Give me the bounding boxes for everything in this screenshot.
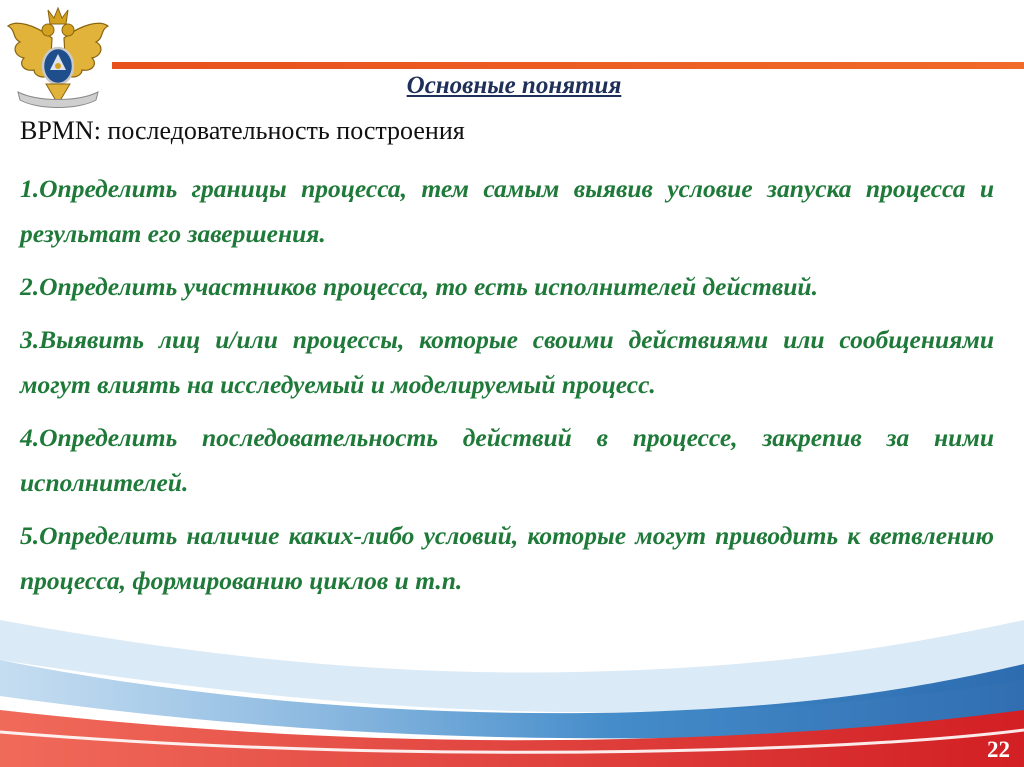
accent-rule bbox=[112, 62, 1024, 69]
list-item: 3.Выявить лиц и/или процессы, которые своими действиями или сообщениями могут влиять на исследуемый и моделируемый процесс. bbox=[20, 325, 994, 399]
list-item: 1.Определить границы процесса, тем самым выявив условие запуска процесса и результат его завершения. bbox=[20, 174, 994, 248]
list-item: 4.Определить последовательность действий в процессе, закрепив за ними исполнителей. bbox=[20, 423, 994, 497]
slide-subtitle: BPMN: последовательность построения bbox=[20, 116, 465, 145]
steps-list bbox=[20, 166, 994, 611]
decorative-waves bbox=[0, 600, 1024, 767]
page-number: 22 bbox=[987, 737, 1010, 762]
slide-title: Основные понятия bbox=[406, 72, 622, 99]
list-item: 5.Определить наличие каких-либо условий, которые могут приводить к ветвлению процесса, формированию циклов и т.п. bbox=[20, 521, 994, 595]
list-item: 2.Определить участников процесса, то есть исполнителей действий. bbox=[20, 272, 818, 301]
